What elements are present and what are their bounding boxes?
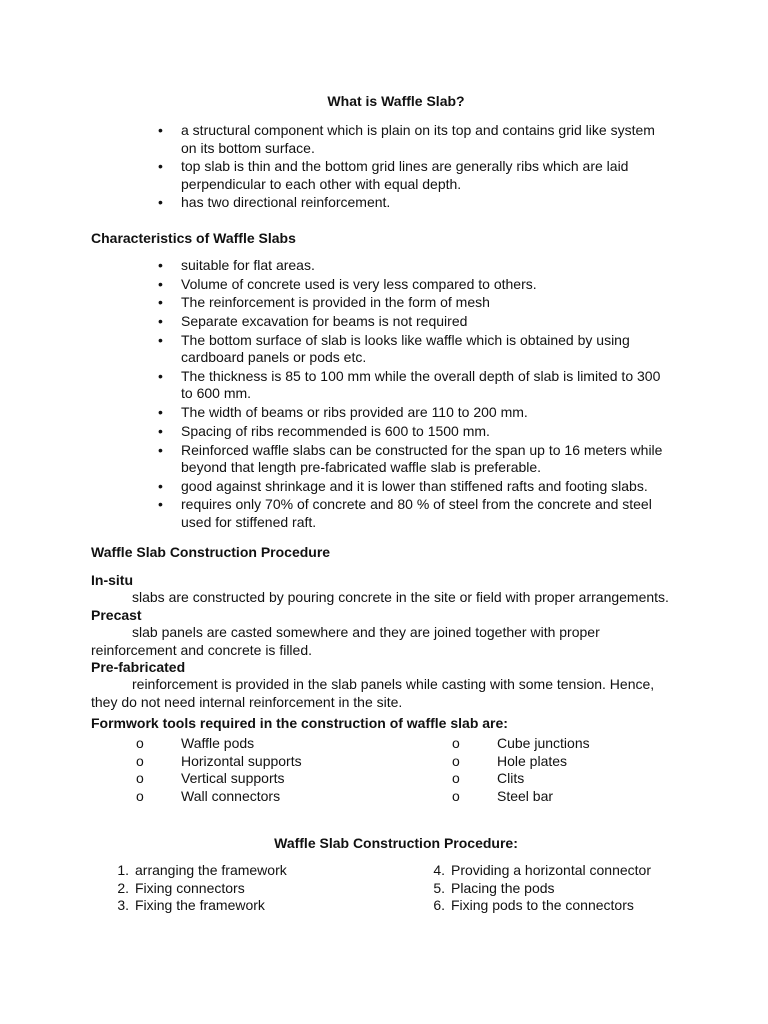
- list-item: • a structural component which is plain on its top and contains grid like system on its bottom surface.: [158, 122, 655, 156]
- list-item: • Separate excavation for beams is not required: [158, 313, 468, 330]
- bullet-icon: •: [158, 313, 163, 330]
- bullet-icon: •: [158, 477, 163, 494]
- characteristics-bullet-list: [0, 257, 671, 533]
- bullet-icon: •: [158, 331, 163, 348]
- circle-bullet-icon: o: [136, 787, 144, 804]
- insitu-paragraph: slabs are constructed by pouring concrete in the site or field with proper arrangements.: [132, 589, 669, 605]
- circle-bullet-icon: o: [452, 770, 460, 787]
- bullet-icon: •: [158, 404, 163, 421]
- bullet-icon: •: [158, 294, 163, 311]
- bullet-icon: •: [158, 441, 163, 458]
- list-item: • has two directional reinforcement.: [158, 194, 391, 211]
- precast-subheading: Precast: [91, 607, 142, 623]
- list-item: • top slab is thin and the bottom grid lines are generally ribs which are laid perpendicular to each other with equal depth.: [158, 158, 629, 192]
- insitu-subheading: In-situ: [91, 572, 133, 588]
- bullet-icon: •: [158, 422, 163, 439]
- prefabricated-subheading: Pre-fabricated: [91, 659, 186, 675]
- bullet-icon: •: [158, 194, 163, 211]
- precast-paragraph: slab panels are casted somewhere and they are joined together with proper reinforcement and concrete is filled.: [91, 624, 600, 658]
- document-page: What is Waffle Slab? • a structural component which is plain on its top and contains grid like system on its bottom surface. • top slab is thin and the bottom grid lines are generally ribs which are laid perpendicular to each other with equal depth. • has two directional reinforcement. Characteristics of Waffle Slabs • suitable for flat areas. • Volume of concrete used is very less compared to others. • The reinforcement is provided in the form of mesh • Separate excavation for beams is not required • The bottom surface of slab is looks like waffle which is obtained by using cardboard panels or pods etc. • The thickness is 85 to 100 mm while the overall depth of slab is limited to 300 to 600 mm. • The width of beams or ribs provided are 110 to 200 mm. • Spacing of ribs recommended is 600 to 1500 mm. • Reinforced waffle slabs can be constructed for the span up to 16 meters while beyond that length pre-fabricated waffle slab is preferable. • good against shrinkage and it is lower than stiffened rafts and footing slabs. • requires only 70% of concrete and 80 % of steel from the concrete and steel used for stiffened raft. Waffle Slab Construction Procedure In-situ slabs are constructed by pouring concrete in the site or field with proper arrangements. Precast slab panels are casted somewhere and they are joined together with proper reinforcement and concrete is filled. Pre-fabricated reinforcement is provided in the slab panels while casting with some tension. Hence, they do not need internal reinforcement in the site. Formwork tools required in the construction of waffle slab are: o Waffle pods o Horizontal supports o Vertical supports o Wall connectors o Cube junctions o Hole plates o Clits o Steel bar Waffle Slab Construction Procedure: 1. arranging the framework 2. Fixing connectors 3. Fixing the framework 4. Providing a horizontal connector 5. Placing the pods 6. Fixing pods to the connectors: [0, 0, 768, 1024]
- list-item: • Spacing of ribs recommended is 600 to 1500 mm.: [158, 422, 490, 439]
- list-item: • The thickness is 85 to 100 mm while the overall depth of slab is limited to 300 to 600 mm.: [158, 367, 661, 402]
- bullet-icon: •: [158, 122, 163, 138]
- bullet-icon: •: [158, 496, 163, 513]
- list-item: • suitable for flat areas.: [158, 257, 315, 273]
- formwork-heading: Formwork tools required in the construction of waffle slab are:: [91, 715, 508, 731]
- circle-bullet-icon: o: [136, 735, 144, 751]
- list-item: • Reinforced waffle slabs can be constructed for the span up to 16 meters while beyond that length pre-fabricated waffle slab is preferable.: [158, 441, 663, 475]
- circle-bullet-icon: o: [452, 735, 460, 751]
- list-item: • The reinforcement is provided in the form of mesh: [158, 294, 490, 311]
- intro-bullet-list: [0, 122, 671, 213]
- bullet-icon: •: [158, 257, 163, 273]
- circle-bullet-icon: o: [452, 787, 460, 804]
- list-item: • requires only 70% of concrete and 80 % of steel from the concrete and steel used for stiffened raft.: [158, 496, 652, 530]
- circle-bullet-icon: o: [136, 752, 144, 769]
- circle-bullet-icon: o: [136, 770, 144, 787]
- list-item: • Volume of concrete used is very less compared to others.: [158, 275, 537, 292]
- bullet-icon: •: [158, 275, 163, 292]
- circle-bullet-icon: o: [452, 752, 460, 769]
- construction-steps-heading: Waffle Slab Construction Procedure:: [274, 835, 518, 851]
- characteristics-heading: Characteristics of Waffle Slabs: [91, 230, 296, 246]
- procedure-heading: Waffle Slab Construction Procedure: [91, 544, 331, 560]
- bullet-icon: •: [158, 158, 163, 175]
- bullet-icon: •: [158, 367, 163, 384]
- list-item: • good against shrinkage and it is lower than stiffened rafts and footing slabs.: [158, 477, 648, 494]
- prefabricated-paragraph: reinforcement is provided in the slab panels while casting with some tension. Hence, they do not need internal reinforcement in the site.: [91, 676, 655, 710]
- list-item: • The width of beams or ribs provided are 110 to 200 mm.: [158, 404, 528, 421]
- list-item: • The bottom surface of slab is looks like waffle which is obtained by using cardboard panels or pods etc.: [158, 331, 630, 366]
- page-title: What is Waffle Slab?: [327, 93, 465, 109]
